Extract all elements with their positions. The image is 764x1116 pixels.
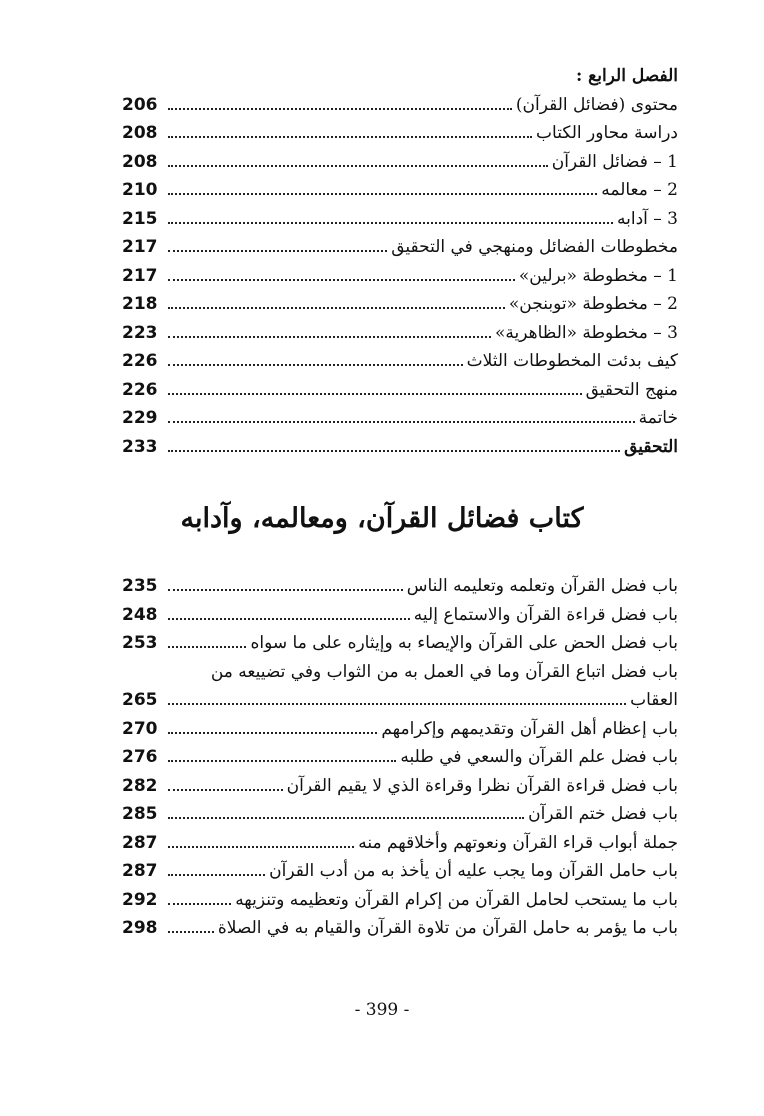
toc-entry-title: باب حامل القرآن وما يجب عليه أن يأخذ به من أدب القرآن <box>269 861 678 881</box>
toc-entry[interactable] <box>122 347 678 376</box>
toc-entry-title: جملة أبواب قراء القرآن ونعوتهم وأخلاقهم منه <box>358 832 678 853</box>
toc-page-number: 233 <box>122 436 158 457</box>
toc-page-number: 218 <box>122 294 158 314</box>
toc-entry[interactable] <box>122 148 678 177</box>
leader-dots <box>168 760 396 762</box>
toc-entry[interactable] <box>122 743 678 772</box>
toc-page-number: 208 <box>122 151 158 172</box>
leader-dots <box>168 136 532 138</box>
toc-entry[interactable] <box>122 205 678 234</box>
leader-dots <box>168 646 246 648</box>
toc-entry-title: 1 – فضائل القرآن <box>551 151 678 172</box>
toc-page-number: 287 <box>122 832 158 853</box>
leader-dots <box>168 336 491 338</box>
toc-entry[interactable] <box>122 601 678 630</box>
chapter-heading <box>122 62 678 91</box>
toc-entry-title: باب فضل القرآن وتعلمه وتعليمه الناس <box>406 576 678 596</box>
toc-entry[interactable] <box>122 772 678 801</box>
leader-dots <box>168 193 597 195</box>
leader-dots <box>168 165 548 167</box>
leader-dots <box>168 589 403 591</box>
toc-entry[interactable] <box>122 290 678 319</box>
toc-page-number: 226 <box>122 379 158 400</box>
leader-dots <box>168 307 505 309</box>
toc-entry-title: باب إعظام أهل القرآن وتقديمهم وإكرامهم <box>381 718 678 739</box>
toc-entry[interactable] <box>122 572 678 601</box>
toc-page-number: 217 <box>122 265 158 286</box>
leader-dots <box>168 817 524 819</box>
toc-entry-title: 1 – مخطوطة «برلين» <box>518 265 678 286</box>
toc-entry[interactable] <box>122 262 678 291</box>
toc-section-1 <box>122 62 678 461</box>
toc-entry-title: 3 – آدابه <box>617 208 678 229</box>
leader-dots <box>168 279 515 281</box>
toc-page-number: 215 <box>122 208 158 229</box>
toc-page-number: 210 <box>122 180 158 200</box>
toc-entry-title: باب ما يؤمر به حامل القرآن من تلاوة القرآن والقيام به في الصلاة <box>217 918 678 938</box>
toc-entry-title: 2 – معالمه <box>601 180 678 200</box>
toc-entry-title: 3 – مخطوطة «الظاهرية» <box>494 322 678 343</box>
leader-dots <box>168 789 283 791</box>
toc-entry-title-line1: باب فضل اتباع القرآن وما في العمل به من الثواب وفي تضييعه من <box>210 661 678 682</box>
toc-page-number: 206 <box>122 94 158 115</box>
toc-entry-title: كيف بدئت المخطوطات الثلاث <box>466 351 678 371</box>
leader-dots <box>168 618 410 620</box>
toc-entry-title: منهج التحقيق <box>585 379 678 400</box>
toc-entry[interactable] <box>122 686 678 715</box>
toc-entry-title: باب فضل قراءة القرآن نظرا وقراءة الذي لا يقيم القرآن <box>286 775 678 796</box>
toc-page-number: 217 <box>122 237 158 257</box>
leader-dots <box>168 732 377 734</box>
toc-entry[interactable] <box>122 233 678 262</box>
toc-entry[interactable] <box>122 433 678 462</box>
toc-entry-title: العقاب <box>630 690 678 710</box>
toc-page-number: 229 <box>122 408 158 428</box>
toc-page-number: 270 <box>122 718 158 739</box>
toc-page-number: 208 <box>122 123 158 143</box>
toc-page-number: 298 <box>122 918 158 938</box>
toc-page-number: 248 <box>122 604 158 625</box>
toc-entry[interactable] <box>122 91 678 120</box>
leader-dots <box>168 903 231 905</box>
toc-entry[interactable] <box>122 404 678 433</box>
toc-entry-title: باب فضل علم القرآن والسعي في طلبه <box>400 747 678 767</box>
toc-entry[interactable] <box>122 119 678 148</box>
toc-page-number: 223 <box>122 322 158 343</box>
toc-entry-title: باب فضل الحض على القرآن والإيصاء به وإيثاره على ما سواه <box>250 633 678 653</box>
chapter-heading-text: الفصل الرابع : <box>575 66 678 86</box>
toc-page-number: 287 <box>122 861 158 881</box>
leader-dots <box>168 108 512 110</box>
page-folio: - 399 - <box>354 1000 410 1020</box>
leader-dots <box>168 393 582 395</box>
toc-entry-title: دراسة محاور الكتاب <box>536 123 678 143</box>
toc-entry[interactable] <box>122 629 678 658</box>
toc-entry-title: باب ما يستحب لحامل القرآن من إكرام القرآن وتعظيمه وتنزيهه <box>235 889 678 910</box>
toc-section-2 <box>122 572 678 943</box>
toc-page-number: 265 <box>122 690 158 710</box>
toc-page-number: 253 <box>122 633 158 653</box>
toc-page-number: 226 <box>122 351 158 371</box>
toc-entry-title: 2 – مخطوطة «توبنجن» <box>508 294 678 314</box>
toc-entry-title: التحقيق <box>624 436 678 457</box>
toc-page-number: 235 <box>122 576 158 596</box>
toc-entry-title: محتوى (فضائل القرآن) <box>515 94 678 115</box>
toc-entry[interactable] <box>122 914 678 943</box>
leader-dots <box>168 874 265 876</box>
leader-dots <box>168 450 620 452</box>
leader-dots <box>168 931 214 933</box>
toc-entry[interactable] <box>122 176 678 205</box>
leader-dots <box>168 222 613 224</box>
toc-entry-title: خاتمة <box>638 408 678 428</box>
toc-entry[interactable] <box>122 800 678 829</box>
toc-entry[interactable] <box>122 319 678 348</box>
leader-dots <box>168 846 354 848</box>
toc-entry[interactable] <box>122 376 678 405</box>
toc-page-number: 285 <box>122 804 158 824</box>
toc-entry-title: باب فضل قراءة القرآن والاستماع إليه <box>413 604 678 625</box>
leader-dots <box>168 703 626 705</box>
leader-dots <box>168 364 463 366</box>
book-title-heading: كتاب فضائل القرآن، ومعالمه، وآدابه <box>180 503 584 534</box>
toc-entry-title: باب فضل ختم القرآن <box>528 804 678 824</box>
toc-entry[interactable] <box>122 886 678 915</box>
toc-entry[interactable] <box>122 857 678 886</box>
toc-entry[interactable] <box>122 829 678 858</box>
leader-dots <box>168 421 635 423</box>
toc-entry-title: مخطوطات الفضائل ومنهجي في التحقيق <box>391 237 678 257</box>
leader-dots <box>168 250 387 252</box>
toc-entry[interactable] <box>122 715 678 744</box>
toc-page-number: 292 <box>122 889 158 910</box>
toc-page-number: 276 <box>122 747 158 767</box>
toc-page-number: 282 <box>122 775 158 796</box>
